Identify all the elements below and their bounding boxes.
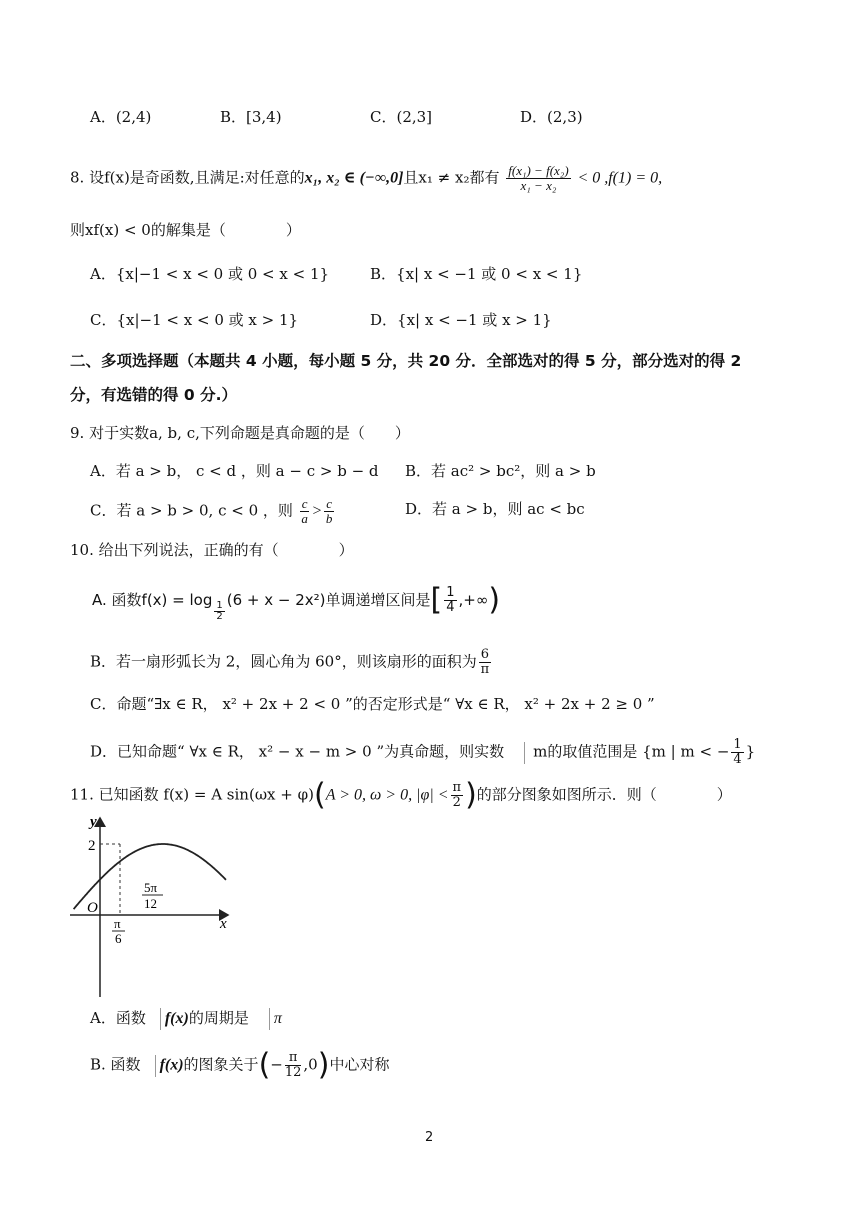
q7-option-c: C．(2,3] [370,108,433,126]
q8-tail: < 0 ,f(1) = 0, [577,169,663,187]
q10-stem: 10. 给出下列说法，正确的有（ ） [70,541,354,559]
q9-option-d: D．若 a > b，则 ac < bc [405,500,585,518]
q8-vars: x₁, x₂ ∈ (−∞,0] [304,169,404,187]
section-2-header: 二、多项选择题（本题共 4 小题，每小题 5 分，共 20 分．全部选对的得 5 分，部分选对的得 2 [70,352,742,370]
q11-stem: 11. 已知函数 f(x) = A sin(ωx + φ)(A > 0, ω > 0, |φ| < $\frac{\pi}{2}$ )的部分图象如图所示．则（ ） [70,777,732,813]
q8-option-b: B．{x| x < −1 或 0 < x < 1} [370,265,583,283]
cursor-bar [524,742,525,764]
q8-option-c: C．{x|−1 < x < 0 或 x > 1} [90,311,299,329]
sine-graph [68,812,238,997]
y-axis-label: y [90,814,97,830]
q8-stem-line2: 则xf(x) < 0的解集是（ ） [70,221,301,239]
q9-option-c: C．若 a > b > 0, c < 0 ，则 $\frac{c}{a}$ > $\frac{c}{b}$ [90,496,333,526]
tick2-den: 12 [144,896,157,911]
q10-option-b: B．若一扇形弧长为 2，圆心角为 60°，则该扇形的面积为 $\frac{6}{\pi}$ [90,647,490,677]
q8-option-d: D．{x| x < −1 或 x > 1} [370,311,552,329]
origin-label: O [87,900,98,916]
tick2-num: 5π [144,880,158,895]
q9-option-b: B．若 ac² > bc²，则 a > b [405,462,596,480]
q9-option-a: A．若 a > b， c < d ，则 a − c > b − d [90,462,379,480]
tick1-den: 6 [115,931,122,946]
q8-stem-text: 设f(x)是奇函数,且满足:对任意的 [89,168,305,187]
q9-stem: 9. 对于实数a, b, c,下列命题是真命题的是（ ） [70,424,410,442]
q10-option-d: D．已知命题“ ∀x ∈ R， x² − x − m > 0 ”为真命题，则实数 m的取值范围是 {m | m < − $\frac{1}{4}$ } [90,737,756,767]
q10-option-c: C．命题“∃x ∈ R， x² + 2x + 2 < 0 ”的否定形式是“ ∀x ∈ R， x² + 2x + 2 ≥ 0 ” [90,695,655,713]
q8-condition: 且x₁ ≠ x₂都有 [403,168,500,187]
peak-label: 2 [88,838,96,854]
tick1-num: π [114,916,121,931]
q8-option-a: A．{x|−1 < x < 0 或 0 < x < 1} [90,265,330,283]
q8-stem [70,164,662,193]
q7-option-a: A．(2,4) [90,108,152,126]
page-number: 2 [425,1130,434,1145]
q7-option-b: B．[3,4) [220,108,282,126]
section-2-header-line2: 分，有选错的得 0 分.） [70,386,237,404]
q7-option-d: D．(2,3) [520,108,583,126]
x-axis-label: x [220,916,227,932]
q11-option-a: A．函数 f(x)的周期是 π [90,1008,282,1030]
q10-option-a: A. 函数f(x) = log $\frac{1}{2}$ (6 + x − 2x²)单调递增区间是[ $\frac{1}{4}$ ,+∞) [92,582,501,622]
q8-fraction: $\frac{\text{f(x₁) − f(x₂)}}{\text{x₁ − x₂}}$ [508,163,569,193]
q8-number: 8. [70,168,85,187]
q11-option-b: B. 函数 f(x)的图象关于(− $\frac{\pi}{12}$ ,0)中心对称 [90,1047,390,1083]
